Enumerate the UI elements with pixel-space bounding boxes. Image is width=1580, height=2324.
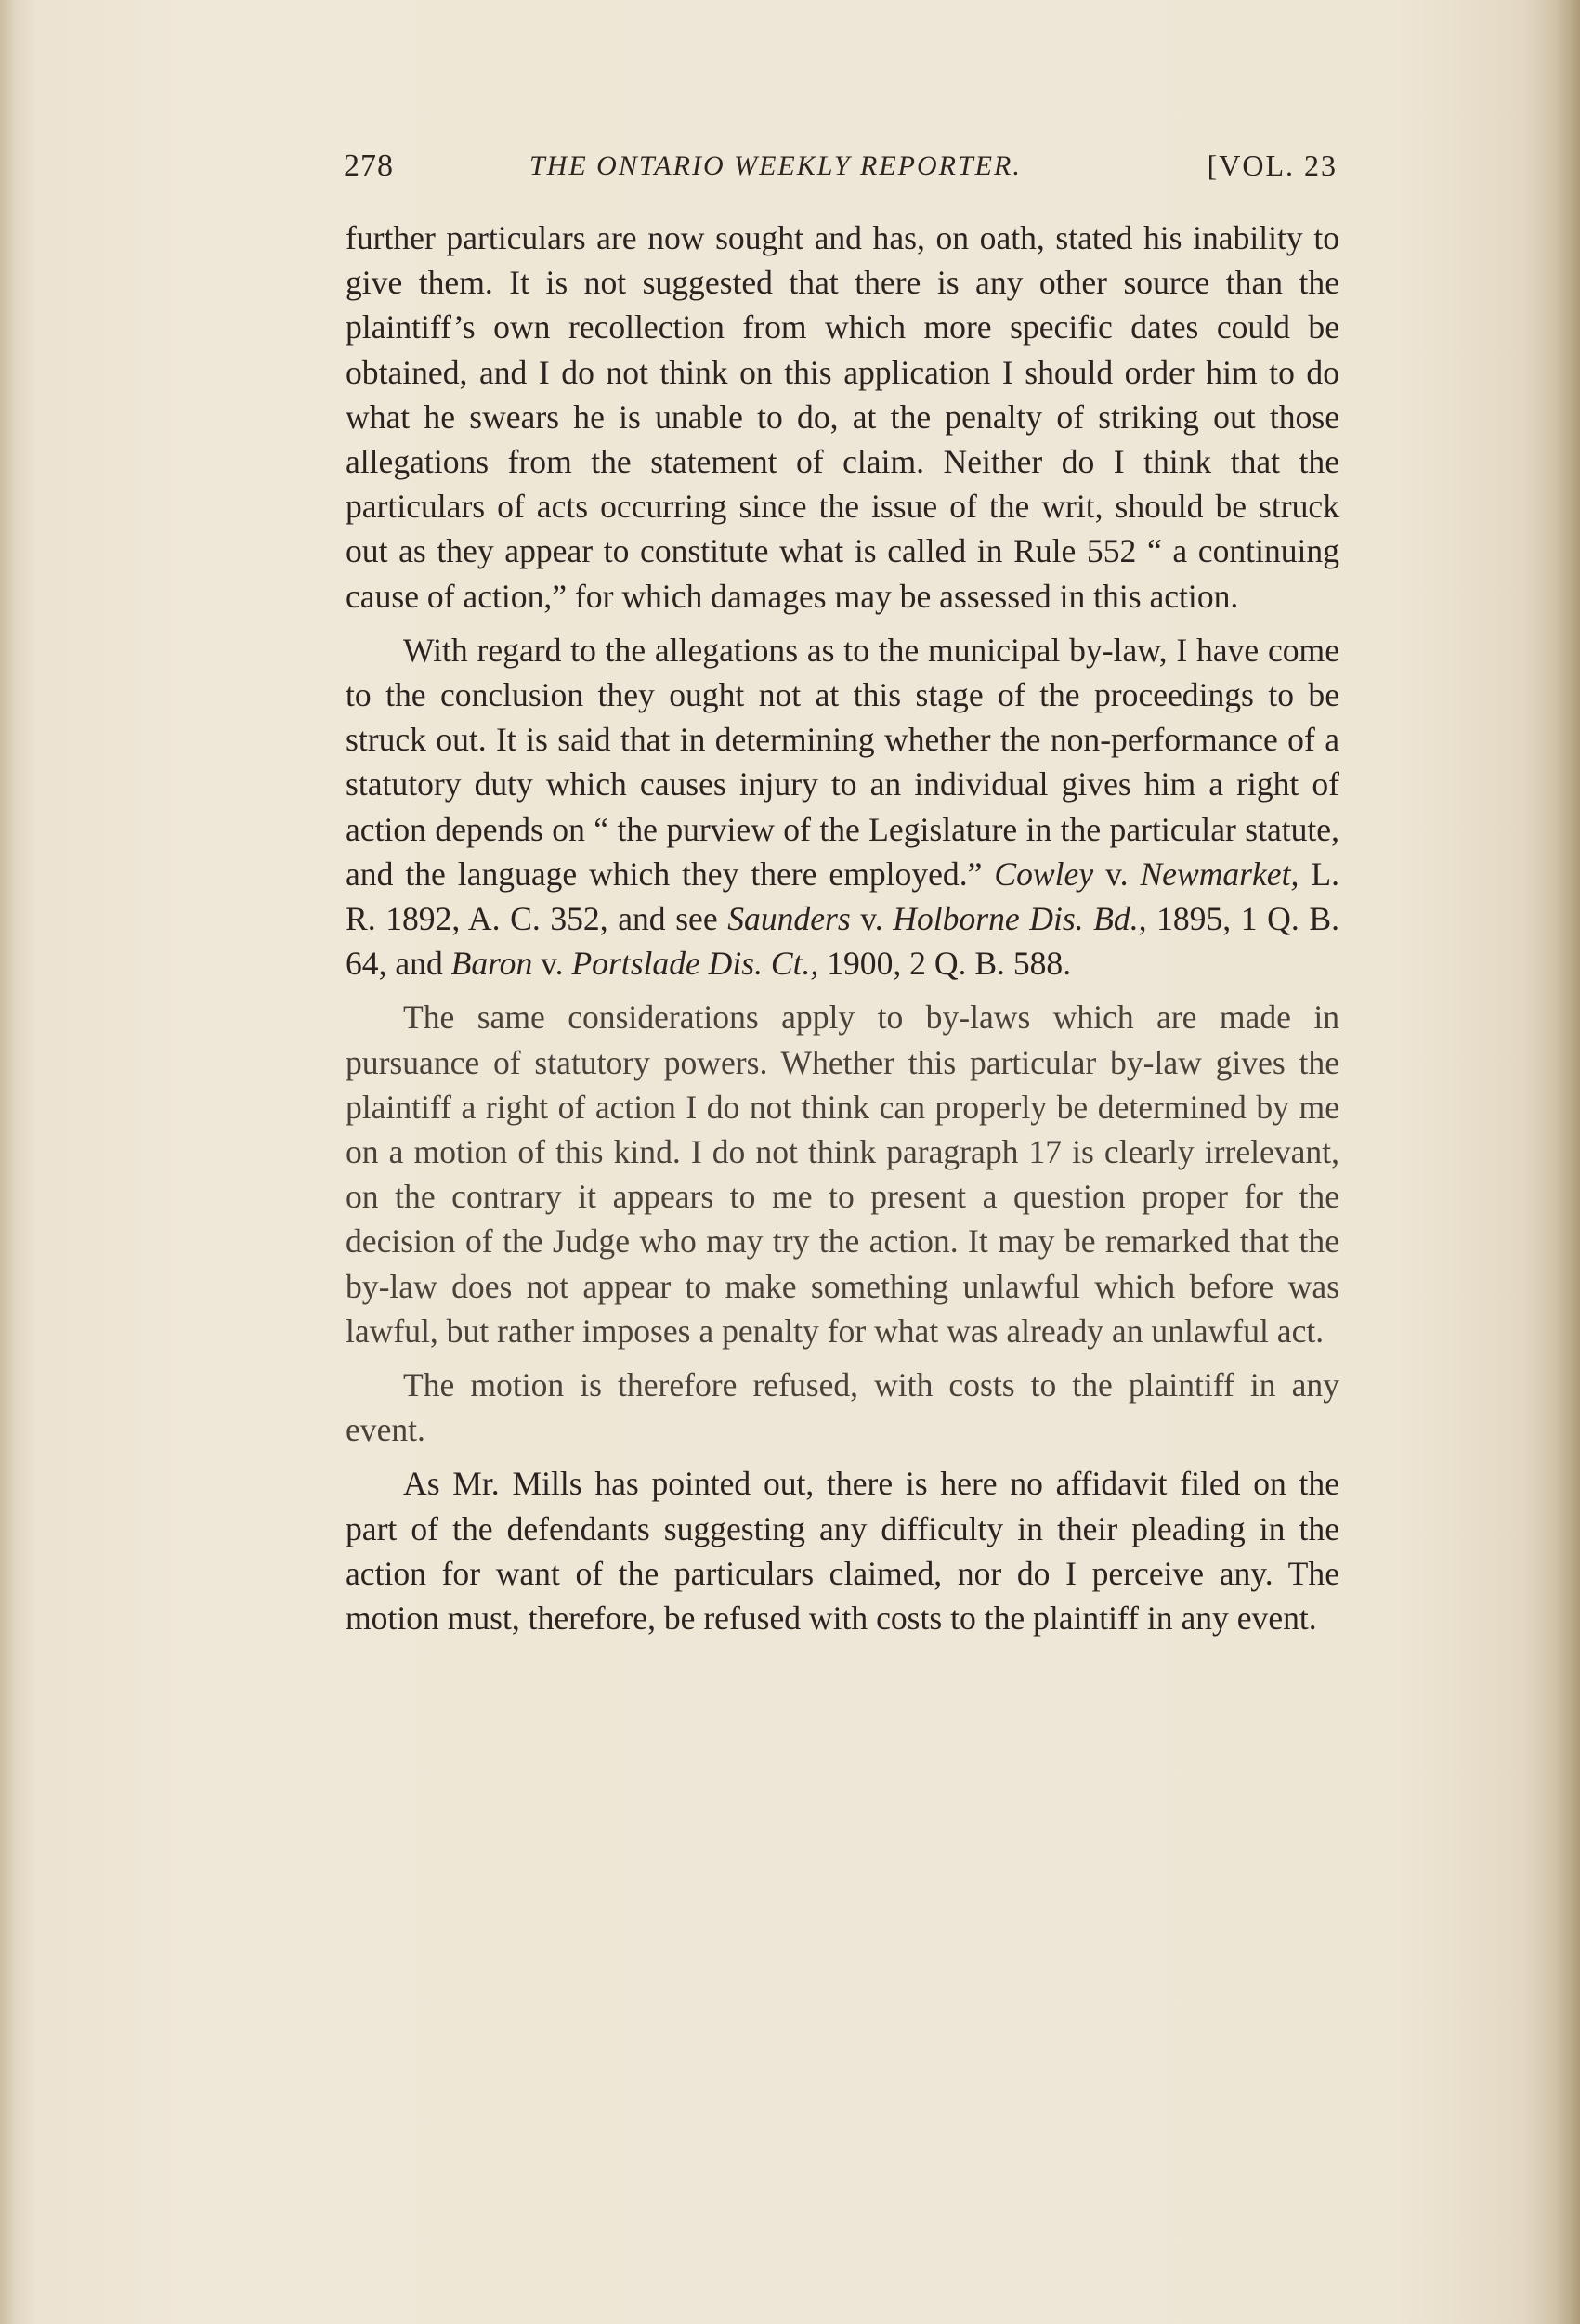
case-name: Saunders	[727, 900, 851, 938]
case-versus: v.	[1093, 855, 1141, 893]
case-citation: L. R. 1892, A. C. 352, and see	[346, 855, 1339, 938]
paragraph-2	[346, 628, 1339, 986]
case-name: Baron	[450, 945, 533, 983]
page-gutter	[0, 0, 13, 2324]
page-number: 278	[344, 149, 394, 183]
page-edge-shadow	[1556, 0, 1580, 2324]
volume-label: [VOL. 23	[1207, 149, 1338, 182]
paragraph-4: The motion is therefore refused, with costs to the plaintiff in any event.	[346, 1366, 1339, 1449]
case-citation: 1895, 1 Q. B. 64, and	[346, 900, 1339, 983]
running-header	[344, 149, 1338, 195]
running-title: THE ONTARIO WEEKLY REPORTER.	[529, 150, 1022, 181]
case-name: Holborne Dis. Bd.,	[893, 900, 1147, 938]
body-text	[346, 215, 1339, 1650]
case-name: Portslade Dis. Ct.,	[571, 945, 819, 983]
case-name: Newmarket,	[1140, 855, 1299, 893]
paragraph-1: further particulars are now sought and has, on oath, stated his inability to give them. It is not suggested that there is any other source than the plaintiff’s own recollection from which more specific dates could be obtained, and I do not think on this application I should order him to do what he swears he is unable to do, at the penalty of striking out those allegations from the statement of claim. Neither do I think that the particulars of acts occurring since the issue of the writ, should be struck out as they appear to constitute what is called in Rule 552 “ a continuing cause of action,” for which damages may be assessed in this action.	[346, 219, 1339, 615]
case-versus: v.	[850, 900, 894, 938]
paragraph-2-text: With regard to the allegations as to the municipal by-law, I have come to the conclusion they ought not at this stage of the proceedings to be struck out. It is said that in determining whether the non-performance of a statutory duty which causes injury to an individual gives him a right of action depends on “ the purview of the Legislature in the particular statute, and the language which they there employed.”	[346, 631, 1339, 893]
paragraph-3: The same considerations apply to by-laws which are made in pursuance of statutory powers. Whether this particular by-law gives the plaintiff a right of action I do not think can properly be determined by me on a motion of this kind. I do not think paragraph 17 is clearly irrelevant, on the contrary it appears to me to present a question proper for the decision of the Judge who may try the action. It may be remarked that the by-law does not appear to make something unlawful which before was lawful, but rather imposes a penalty for what was already an unlawful act.	[346, 999, 1339, 1350]
paragraph-5: As Mr. Mills has pointed out, there is here no affidavit filed on the part of the defendants suggesting any difficulty in their pleading in the action for want of the particulars claimed, nor do I perceive any. The motion must, therefore, be refused with costs to the plaintiff in any event.	[346, 1465, 1339, 1638]
case-name: Cowley	[994, 855, 1094, 893]
case-versus: v.	[532, 945, 572, 983]
case-citation: 1900, 2 Q. B. 588.	[818, 945, 1072, 983]
